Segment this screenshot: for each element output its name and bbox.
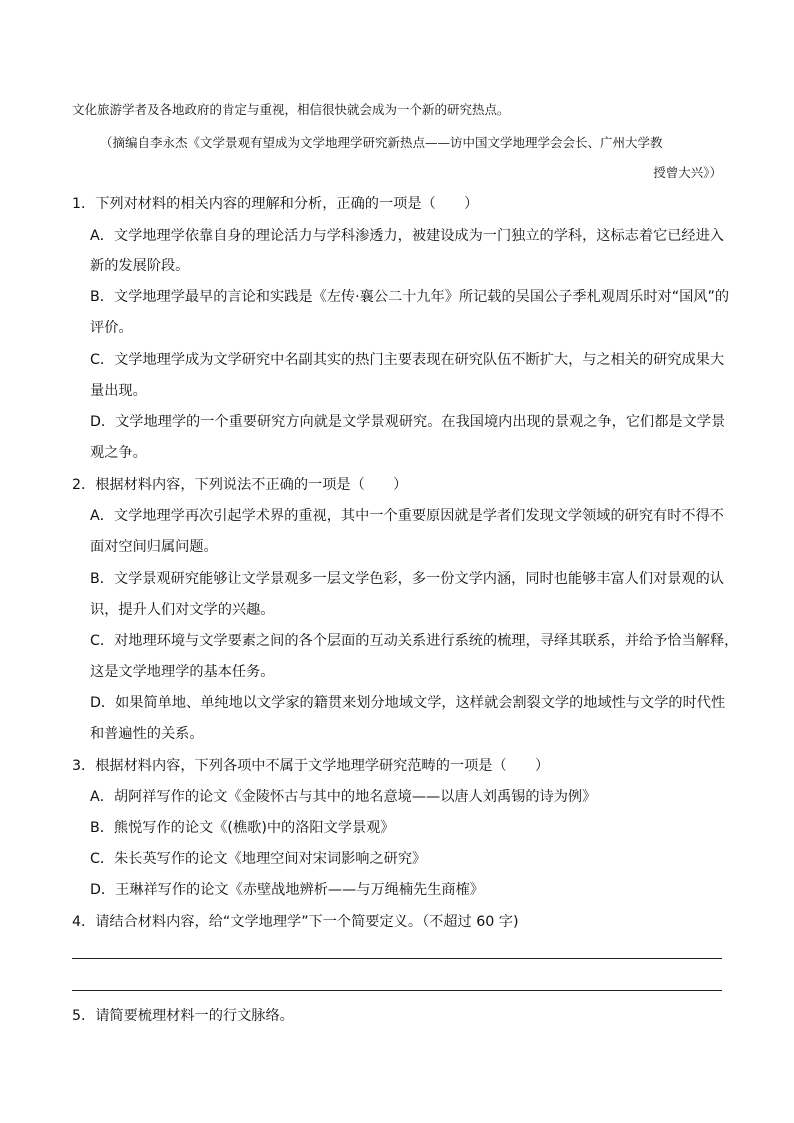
q1-option-c-cont: 量出现。 bbox=[90, 383, 147, 399]
passage-tail: 文化旅游学者及各地政府的肯定与重视，相信很快就会成为一个新的研究热点。 bbox=[72, 102, 510, 117]
answer-line-2[interactable] bbox=[72, 990, 722, 991]
question-2-stem: 2．根据材料内容，下列说法不正确的一项是（ ） bbox=[72, 477, 408, 493]
q3-option-a[interactable]: A．胡阿祥写作的论文《金陵怀古与其中的地名意境——以唐人刘禹锡的诗为例》 bbox=[90, 789, 597, 805]
citation-line-2: 授曾大兴》） bbox=[653, 165, 722, 180]
q2-option-a[interactable]: A．文学地理学再次引起学术界的重视，其中一个重要原因就是学者们发现文学领域的研究有时不得不 bbox=[90, 508, 724, 524]
q1-option-c[interactable]: C．文学地理学成为文学研究中名副其实的热门主要表现在研究队伍不断扩大，与之相关的研究成果大 bbox=[90, 352, 725, 368]
question-4-stem: 4．请结合材料内容，给“文学地理学”下一个简要定义。（不超过 60 字) bbox=[72, 914, 519, 930]
citation-line-1: （摘编自李永杰《文学景观有望成为文学地理学研究新热点——访中国文学地理学会会长、广州大学教 bbox=[100, 135, 663, 150]
q2-option-b-cont: 识，提升人们对文学的兴趣。 bbox=[90, 602, 275, 618]
q3-option-c[interactable]: C．朱长英写作的论文《地理空间对宋词影响之研究》 bbox=[90, 851, 427, 867]
q2-option-b[interactable]: B．文学景观研究能够让文学景观多一层文学色彩，多一份文学内涵，同时也能够丰富人们对景观的认 bbox=[90, 571, 724, 587]
q2-option-d-cont: 和普遍性的关系。 bbox=[90, 726, 204, 742]
answer-line-1[interactable] bbox=[72, 958, 722, 959]
q2-option-a-cont: 面对空间归属问题。 bbox=[90, 539, 218, 555]
q1-option-b-cont: 评价。 bbox=[90, 320, 133, 336]
q2-option-c-cont: 这是文学地理学的基本任务。 bbox=[90, 664, 275, 680]
q1-option-d-cont: 观之争。 bbox=[90, 445, 147, 461]
q1-option-a[interactable]: A．文学地理学依靠自身的理论活力与学科渗透力，被建设成为一门独立的学科，这标志着它已经进入 bbox=[90, 228, 724, 244]
question-3-stem: 3．根据材料内容，下列各项中不属于文学地理学研究范畴的一项是（ ） bbox=[72, 758, 550, 774]
q1-option-b[interactable]: B．文学地理学最早的言论和实践是《左传·襄公二十九年》所记载的吴国公子季札观周乐时对“国风”的 bbox=[90, 289, 730, 305]
q3-option-b[interactable]: B．熊悦写作的论文《(樵歌)中的洛阳文学景观》 bbox=[90, 820, 395, 836]
question-5-stem: 5．请简要梳理材料一的行文脉络。 bbox=[72, 1008, 294, 1024]
q3-option-d[interactable]: D．王琳祥写作的论文《赤壁战地辨析——与万绳楠先生商榷》 bbox=[90, 882, 484, 898]
q2-option-d[interactable]: D．如果简单地、单纯地以文学家的籍贯来划分地域文学，这样就会割裂文学的地域性与文学的时代性 bbox=[90, 695, 726, 711]
question-1-stem: 1．下列对材料的相关内容的理解和分析，正确的一项是（ ） bbox=[72, 196, 479, 212]
q2-option-c[interactable]: C．对地理环境与文学要素之间的各个层面的互动关系进行系统的梳理，寻绎其联系，并给予恰当解释， bbox=[90, 633, 739, 649]
q1-option-a-cont: 新的发展阶段。 bbox=[90, 258, 190, 274]
q1-option-d[interactable]: D．文学地理学的一个重要研究方向就是文学景观研究。在我国境内出现的景观之争，它们都是文学景 bbox=[90, 414, 726, 430]
